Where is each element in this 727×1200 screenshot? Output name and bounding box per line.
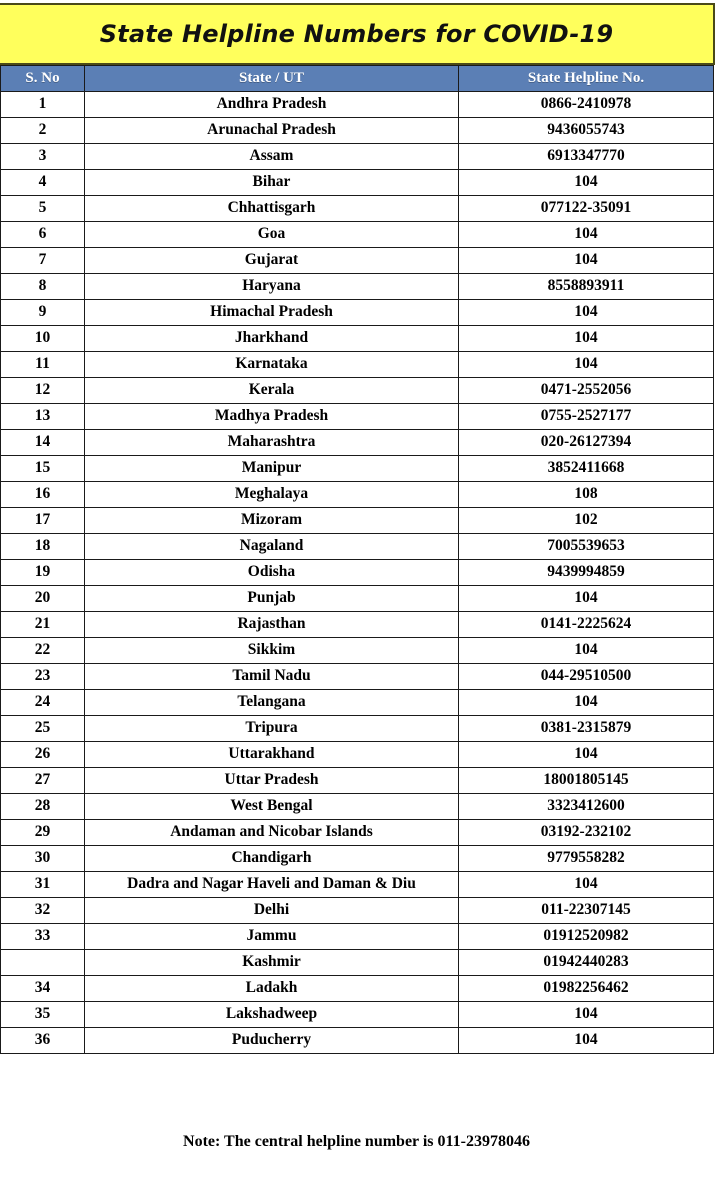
table-row <box>1 794 714 820</box>
cell-helpline-number: 104 <box>459 248 714 274</box>
cell-helpline-number: 104 <box>459 300 714 326</box>
helpline-table-container <box>0 65 713 1054</box>
table-row <box>1 950 714 976</box>
column-header-sno: S. No <box>1 66 85 92</box>
cell-helpline-number: 077122-35091 <box>459 196 714 222</box>
cell-serial-number: 8 <box>1 274 85 300</box>
cell-state-name: Chandigarh <box>85 846 459 872</box>
table-row <box>1 924 714 950</box>
cell-serial-number: 11 <box>1 352 85 378</box>
table-row <box>1 482 714 508</box>
cell-serial-number: 21 <box>1 612 85 638</box>
cell-helpline-number: 104 <box>459 352 714 378</box>
cell-state-name: Arunachal Pradesh <box>85 118 459 144</box>
table-row <box>1 846 714 872</box>
cell-serial-number: 2 <box>1 118 85 144</box>
table-row <box>1 898 714 924</box>
table-row <box>1 534 714 560</box>
cell-state-name: Andhra Pradesh <box>85 92 459 118</box>
cell-helpline-number: 3852411668 <box>459 456 714 482</box>
cell-helpline-number: 6913347770 <box>459 144 714 170</box>
cell-serial-number: 9 <box>1 300 85 326</box>
cell-helpline-number: 01982256462 <box>459 976 714 1002</box>
table-row <box>1 274 714 300</box>
cell-state-name: Manipur <box>85 456 459 482</box>
table-row <box>1 196 714 222</box>
page-title: State Helpline Numbers for COVID-19 <box>99 20 614 48</box>
cell-helpline-number: 044-29510500 <box>459 664 714 690</box>
cell-serial-number: 14 <box>1 430 85 456</box>
table-row <box>1 1028 714 1054</box>
helpline-table <box>0 65 714 1054</box>
table-row <box>1 92 714 118</box>
table-row <box>1 716 714 742</box>
cell-serial-number: 25 <box>1 716 85 742</box>
table-row <box>1 664 714 690</box>
cell-state-name: Himachal Pradesh <box>85 300 459 326</box>
cell-helpline-number: 01942440283 <box>459 950 714 976</box>
table-row <box>1 352 714 378</box>
table-row <box>1 378 714 404</box>
cell-state-name: Punjab <box>85 586 459 612</box>
cell-helpline-number: 03192-232102 <box>459 820 714 846</box>
cell-state-name: Lakshadweep <box>85 1002 459 1028</box>
cell-state-name: Bihar <box>85 170 459 196</box>
cell-helpline-number: 104 <box>459 170 714 196</box>
cell-state-name: Goa <box>85 222 459 248</box>
cell-state-name: Uttar Pradesh <box>85 768 459 794</box>
cell-serial-number: 28 <box>1 794 85 820</box>
footer-note: Note: The central helpline number is 011-23978046 <box>183 1133 530 1150</box>
table-row <box>1 326 714 352</box>
table-row <box>1 144 714 170</box>
table-row <box>1 560 714 586</box>
cell-helpline-number: 0866-2410978 <box>459 92 714 118</box>
table-row <box>1 222 714 248</box>
cell-state-name: Delhi <box>85 898 459 924</box>
cell-serial-number: 12 <box>1 378 85 404</box>
cell-serial-number: 15 <box>1 456 85 482</box>
cell-serial-number: 32 <box>1 898 85 924</box>
cell-helpline-number: 3323412600 <box>459 794 714 820</box>
cell-helpline-number: 9436055743 <box>459 118 714 144</box>
cell-state-name: Rajasthan <box>85 612 459 638</box>
cell-serial-number: 13 <box>1 404 85 430</box>
cell-state-name: Maharashtra <box>85 430 459 456</box>
cell-serial-number: 26 <box>1 742 85 768</box>
column-header-state: State / UT <box>85 66 459 92</box>
cell-helpline-number: 8558893911 <box>459 274 714 300</box>
cell-serial-number: 34 <box>1 976 85 1002</box>
cell-serial-number <box>1 950 85 976</box>
cell-helpline-number: 108 <box>459 482 714 508</box>
cell-state-name: Tamil Nadu <box>85 664 459 690</box>
table-row <box>1 1002 714 1028</box>
cell-helpline-number: 0471-2552056 <box>459 378 714 404</box>
table-header <box>1 66 714 92</box>
cell-state-name: Jammu <box>85 924 459 950</box>
table-row <box>1 742 714 768</box>
cell-serial-number: 33 <box>1 924 85 950</box>
table-row <box>1 820 714 846</box>
cell-state-name: Madhya Pradesh <box>85 404 459 430</box>
table-row <box>1 976 714 1002</box>
cell-state-name: Tripura <box>85 716 459 742</box>
cell-helpline-number: 102 <box>459 508 714 534</box>
cell-state-name: Odisha <box>85 560 459 586</box>
cell-helpline-number: 0755-2527177 <box>459 404 714 430</box>
cell-serial-number: 24 <box>1 690 85 716</box>
cell-serial-number: 35 <box>1 1002 85 1028</box>
table-row <box>1 300 714 326</box>
title-banner <box>0 3 715 65</box>
cell-state-name: Telangana <box>85 690 459 716</box>
table-row <box>1 456 714 482</box>
cell-helpline-number: 020-26127394 <box>459 430 714 456</box>
cell-helpline-number: 9439994859 <box>459 560 714 586</box>
cell-state-name: Jharkhand <box>85 326 459 352</box>
cell-state-name: Gujarat <box>85 248 459 274</box>
cell-helpline-number: 104 <box>459 690 714 716</box>
table-row <box>1 508 714 534</box>
cell-helpline-number: 18001805145 <box>459 768 714 794</box>
cell-state-name: Uttarakhand <box>85 742 459 768</box>
cell-serial-number: 5 <box>1 196 85 222</box>
table-row <box>1 872 714 898</box>
cell-helpline-number: 104 <box>459 326 714 352</box>
cell-helpline-number: 0381-2315879 <box>459 716 714 742</box>
cell-helpline-number: 9779558282 <box>459 846 714 872</box>
cell-helpline-number: 104 <box>459 1002 714 1028</box>
table-row <box>1 404 714 430</box>
cell-serial-number: 22 <box>1 638 85 664</box>
cell-state-name: Puducherry <box>85 1028 459 1054</box>
cell-state-name: Kerala <box>85 378 459 404</box>
cell-serial-number: 29 <box>1 820 85 846</box>
cell-serial-number: 19 <box>1 560 85 586</box>
cell-serial-number: 16 <box>1 482 85 508</box>
table-row <box>1 170 714 196</box>
table-row <box>1 248 714 274</box>
cell-state-name: Ladakh <box>85 976 459 1002</box>
cell-helpline-number: 104 <box>459 742 714 768</box>
cell-helpline-number: 104 <box>459 586 714 612</box>
cell-serial-number: 30 <box>1 846 85 872</box>
cell-serial-number: 4 <box>1 170 85 196</box>
cell-state-name: Meghalaya <box>85 482 459 508</box>
table-header-row <box>1 66 714 92</box>
table-row <box>1 118 714 144</box>
cell-serial-number: 31 <box>1 872 85 898</box>
cell-state-name: Sikkim <box>85 638 459 664</box>
cell-serial-number: 23 <box>1 664 85 690</box>
cell-serial-number: 36 <box>1 1028 85 1054</box>
cell-serial-number: 6 <box>1 222 85 248</box>
cell-serial-number: 20 <box>1 586 85 612</box>
cell-state-name: Mizoram <box>85 508 459 534</box>
cell-serial-number: 7 <box>1 248 85 274</box>
table-row <box>1 586 714 612</box>
cell-state-name: Dadra and Nagar Haveli and Daman & Diu <box>85 872 459 898</box>
table-row <box>1 768 714 794</box>
cell-helpline-number: 01912520982 <box>459 924 714 950</box>
cell-state-name: Nagaland <box>85 534 459 560</box>
cell-state-name: Andaman and Nicobar Islands <box>85 820 459 846</box>
table-row <box>1 612 714 638</box>
cell-helpline-number: 104 <box>459 638 714 664</box>
cell-state-name: Karnataka <box>85 352 459 378</box>
table-row <box>1 690 714 716</box>
table-row <box>1 638 714 664</box>
cell-serial-number: 1 <box>1 92 85 118</box>
cell-state-name: Kashmir <box>85 950 459 976</box>
cell-helpline-number: 0141-2225624 <box>459 612 714 638</box>
table-row <box>1 430 714 456</box>
cell-helpline-number: 104 <box>459 872 714 898</box>
cell-state-name: Haryana <box>85 274 459 300</box>
cell-state-name: Chhattisgarh <box>85 196 459 222</box>
cell-serial-number: 17 <box>1 508 85 534</box>
column-header-number: State Helpline No. <box>459 66 714 92</box>
cell-state-name: Assam <box>85 144 459 170</box>
cell-serial-number: 10 <box>1 326 85 352</box>
cell-serial-number: 27 <box>1 768 85 794</box>
cell-helpline-number: 011-22307145 <box>459 898 714 924</box>
cell-state-name: West Bengal <box>85 794 459 820</box>
cell-serial-number: 18 <box>1 534 85 560</box>
cell-helpline-number: 104 <box>459 222 714 248</box>
cell-serial-number: 3 <box>1 144 85 170</box>
cell-helpline-number: 7005539653 <box>459 534 714 560</box>
table-body <box>1 92 714 1054</box>
cell-helpline-number: 104 <box>459 1028 714 1054</box>
